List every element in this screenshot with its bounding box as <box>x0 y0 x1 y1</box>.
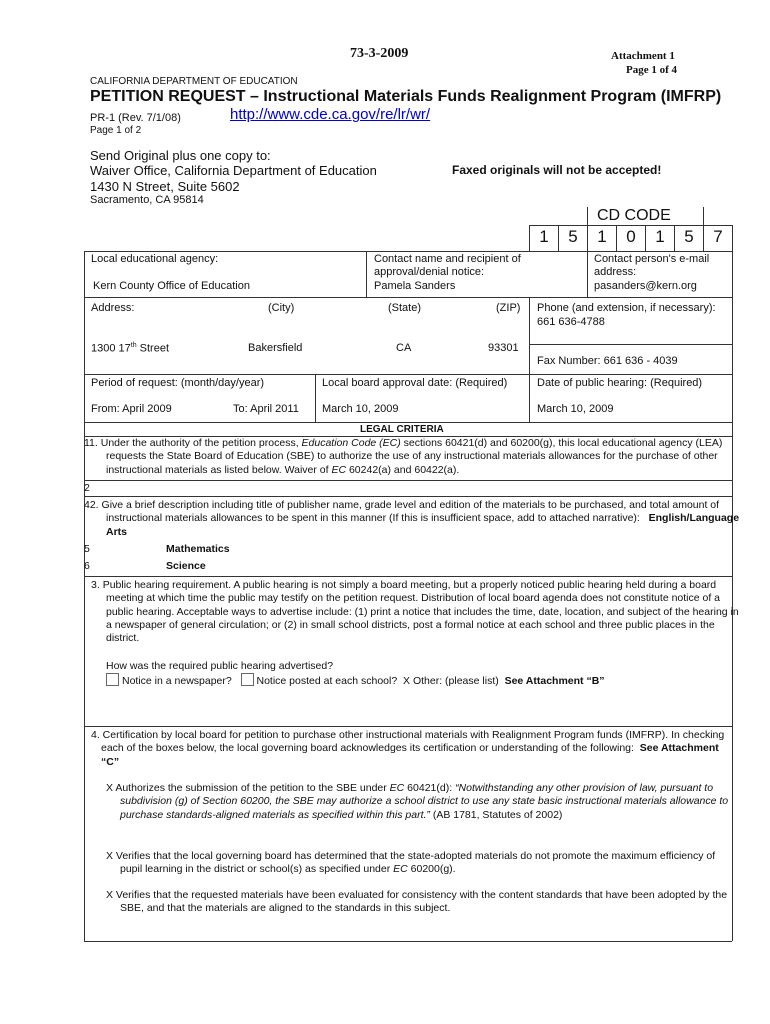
form-id: PR-1 (Rev. 7/1/08) <box>90 112 181 124</box>
public-hearing-date: March 10, 2009 <box>537 403 614 415</box>
send-line-1: Send Original plus one copy to: <box>90 148 271 163</box>
city-value: Bakersfield <box>248 342 303 354</box>
school-posting-checkbox[interactable] <box>241 673 254 686</box>
zip-label: (ZIP) <box>496 302 521 314</box>
attachment-c-reference: See Attachment “C” <box>101 742 719 768</box>
phone-label: Phone (and extension, if necessary): <box>537 302 716 314</box>
criterion-3: 3. Public hearing requirement. A public hearing is not simply a board meeting, but a properly noticed public hearing held during a board meeting at which time the public may testify on the petition request. Distribution of local board agenda does not constitute notice of a public hearing. Acceptable ways to advertise include: (1) print a notice that includes the time, date, location, and subject of the hearing in a newspaper of general circulation; or (2) in small school districts, post a formal notice at each school and three public places in the district. <box>91 579 739 645</box>
contact-label-1: Contact name and recipient of <box>374 253 521 265</box>
hearing-options <box>106 673 605 687</box>
send-line-4: Sacramento, CA 95814 <box>90 194 204 206</box>
attachment-label: Attachment 1 <box>611 50 675 62</box>
material-math: Mathematics <box>166 543 230 555</box>
city-label: (City) <box>268 302 295 314</box>
stray-number-2: 2 <box>84 482 90 494</box>
period-to: To: April 2011 <box>233 403 299 415</box>
fax-warning: Faxed originals will not be accepted! <box>452 163 662 177</box>
attachment-page: Page 1 of 4 <box>626 64 678 76</box>
criterion-3-number: 3. <box>91 579 100 591</box>
state-value: CA <box>396 342 412 354</box>
department-name: CALIFORNIA DEPARTMENT OF EDUCATION <box>90 76 298 87</box>
certification-1: X Authorizes the submission of the petition to the SBE under EC 60421(d): “Notwithstanding any other provision of law, pursuant to subdivision (g) of Section 60200, the SBE may authorize a school district to use any state basic instructional materials allowance to purchase standards-aligned materials as specified within this part.” (AB 1781, Statutes of 2002) <box>106 782 729 821</box>
send-line-3: 1430 N Street, Suite 5602 <box>90 179 240 194</box>
newspaper-option-label: Notice in a newspaper? <box>122 675 232 687</box>
cd-code-digit: 0 <box>626 227 636 246</box>
criterion-1-number: 11. <box>84 437 98 449</box>
cd-code-label: CD CODE <box>597 207 671 224</box>
material-ela: English/Language Arts <box>106 512 740 538</box>
zip-value: 93301 <box>488 342 519 354</box>
attachment-b-reference: See Attachment “B” <box>504 675 605 687</box>
public-hearing-label: Date of public hearing: (Required) <box>537 377 703 389</box>
school-option-label: Notice posted at each school? <box>256 675 398 687</box>
other-option-label: X Other: (please list) <box>403 675 499 687</box>
email-value: pasanders@kern.org <box>594 280 697 292</box>
street-name: Street <box>136 342 170 355</box>
newspaper-checkbox[interactable] <box>106 673 119 686</box>
certification-3: X Verifies that the requested materials have been evaluated for consistency with the content standards that have been adopted by the SBE, and that the materials are aligned to the standards in this subject. <box>106 889 728 915</box>
contact-label-2: approval/denial notice: <box>374 266 485 278</box>
legal-criteria-heading: LEGAL CRITERIA <box>360 424 444 435</box>
stray-number-6: 6 <box>84 560 90 572</box>
cd-code-digit: 1 <box>655 227 665 246</box>
cd-code-digit: 1 <box>539 227 549 246</box>
email-label-2: address: <box>594 266 637 278</box>
street-ordinal: th <box>130 342 137 349</box>
cd-code-digit: 5 <box>684 227 694 246</box>
criterion-1: 11. Under the authority of the petition process, Education Code (EC) sections 60421(d) and 60200(g), this local educational agency (LEA) requests the State Board of Education (SBE) to authorize the use of any instructional materials allowances for the purchase of other instructional materials as listed below. Waiver of EC 60242(a) and 60422(a). <box>84 437 723 476</box>
form-url-link[interactable]: http://www.cde.ca.gov/re/lr/wr/ <box>230 106 431 123</box>
board-approval-date: March 10, 2009 <box>322 403 399 415</box>
certification-2: X Verifies that the local governing board has determined that the state-adopted materials do not promote the maximum efficiency of pupil learning in the district or school(s) as specified under EC 60200(g). <box>106 850 716 876</box>
agency-label: Local educational agency: <box>91 253 219 265</box>
board-approval-label: Local board approval date: (Required) <box>322 377 508 389</box>
document-number: 73-3-2009 <box>350 46 409 61</box>
criterion-2: 42. Give a brief description including title of publisher name, grade level and edition of the materials to be purchased, and total amount of instructional materials allowances to be spent in this manner (If this is insufficient space, add to attached narrative): English/Language Arts <box>84 499 740 538</box>
send-line-2: Waiver Office, California Department of Education <box>90 163 377 178</box>
criterion-4: 4. Certification by local board for petition to purchase other instructional materials with Realignment Program funds (IMFRP). In checking each of the boxes below, the local governing board acknowledges its certification or understanding of the following: See Attachment “C” <box>91 729 725 768</box>
form-page: Page 1 of 2 <box>90 125 142 136</box>
cd-code-digit: 5 <box>568 227 578 246</box>
criterion-2-number: 42. <box>84 499 99 511</box>
state-label: (State) <box>388 302 422 314</box>
phone-value: 661 636-4788 <box>537 316 605 328</box>
contact-value: Pamela Sanders <box>374 280 456 292</box>
fax-number: Fax Number: 661 636 - 4039 <box>537 355 678 367</box>
period-label: Period of request: (month/day/year) <box>91 377 265 389</box>
street-number: 1300 17 <box>91 342 131 355</box>
form-title: PETITION REQUEST – Instructional Materials Funds Realignment Program (IMFRP) <box>90 88 722 105</box>
address-label: Address: <box>91 302 135 314</box>
hearing-question: How was the required public hearing advertised? <box>106 660 334 672</box>
period-from: From: April 2009 <box>91 403 172 415</box>
stray-number-5: 5 <box>84 543 90 555</box>
cd-code-digit: 1 <box>597 227 607 246</box>
email-label-1: Contact person's e-mail <box>594 253 710 265</box>
street-address <box>91 342 169 355</box>
agency-value: Kern County Office of Education <box>93 280 250 292</box>
material-science: Science <box>166 560 206 572</box>
cd-code-digit: 7 <box>713 227 723 246</box>
